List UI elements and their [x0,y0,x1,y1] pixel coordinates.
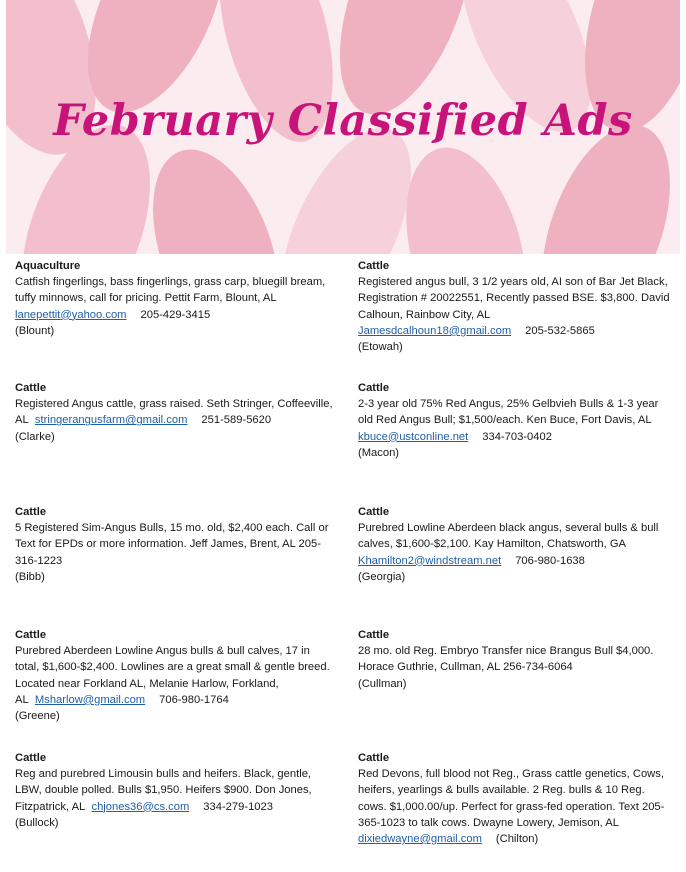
classified-ad-aquaculture [15,258,333,339]
ad-email-link[interactable]: chjones36@cs.com [91,800,190,813]
classified-ad-cattle [358,380,670,461]
ad-heading: Cattle [15,752,47,764]
ad-body: Catfish fingerlings, bass fingerlings, grass carp, bluegill bream, tuffy minnows, call for pricing. Pettit Farm, Blount, AL [15,276,326,305]
ad-email-link[interactable]: stringerangusfarm@gmail.com [34,414,188,427]
ad-heading: Cattle [358,382,390,394]
classified-ad-cattle [358,750,670,847]
ad-phone: 334-703-0402 [482,430,552,443]
classified-ad-cattle [15,627,333,724]
ad-body: Purebred Lowline Aberdeen black angus, several bulls & bull calves, $1,600-$2,100. Kay Hamilton, Chatsworth, GA [358,522,659,551]
ad-county: (Cullman) [358,677,407,690]
header-banner [6,0,680,254]
ad-county: (Blount) [15,324,55,337]
ad-email-link[interactable]: kbuce@ustconline.net [358,430,469,443]
ad-heading: Cattle [358,260,390,272]
ad-body: 28 mo. old Reg. Embryo Transfer nice Brangus Bull $4,000. Horace Guthrie, Cullman, AL 256-734-6064 [358,645,654,674]
ad-phone: 706-980-1638 [515,554,585,567]
classified-ad-cattle [15,504,333,585]
ad-county: (Macon) [358,446,400,459]
ad-body: 2-3 year old 75% Red Angus, 25% Gelbvieh Bulls & 1-3 year old Red Angus Bull; $1,500/each. Ken Buce, Fort Davis, AL [358,398,659,427]
ad-heading: Cattle [15,506,47,518]
ad-county: (Etowah) [358,341,403,354]
ad-heading: Cattle [358,752,390,764]
page-title: February Classified Ads [53,96,633,146]
classified-ad-cattle [358,258,670,355]
ad-email-link[interactable]: Msharlow@gmail.com [34,693,146,706]
ad-phone: 205-532-5865 [525,324,595,337]
classified-ad-cattle [358,504,670,585]
ad-phone: 334-279-1023 [203,800,273,813]
ad-body: Purebred Aberdeen Lowline Angus bulls & bull calves, 17 in total, $1,600-$2,400. Lowlines are a great small & gentle breed. Located near Forkland AL, Melanie Harlow, Forkland, AL [15,645,330,706]
ad-body: 5 Registered Sim-Angus Bulls, 15 mo. old, $2,400 each. Call or Text for EPDs or more information. Jeff James, Brent, AL 205-316-1223 [15,522,329,567]
ad-county: (Greene) [15,710,60,723]
ad-county: (Georgia) [358,570,406,583]
ad-county: (Chilton) [495,833,539,846]
ad-heading: Aquaculture [15,260,81,272]
ad-heading: Cattle [358,506,390,518]
ad-county: (Clarke) [15,430,55,443]
ad-phone: 251-589-5620 [201,414,272,427]
ad-phone: 205-429-3415 [140,308,211,321]
classified-ad-cattle [358,627,670,692]
ad-county: (Bullock) [15,816,59,829]
ad-heading: Cattle [15,382,47,394]
ad-body: Registered Angus cattle, grass raised. Seth Stringer, Coffeeville, AL [15,398,333,427]
ad-email-link[interactable]: Jamesdcalhoun18@gmail.com [358,324,512,337]
ad-body: Reg and purebred Limousin bulls and heifers. Black, gentle, LBW, double polled. Bulls $1,950. Heifers $900. Don Jones, Fitzpatrick, AL [15,768,312,813]
ad-email-link[interactable]: dixiedwayne@gmail.com [358,833,482,846]
ad-email-link[interactable]: lanepettit@yahoo.com [15,308,127,321]
classified-ad-cattle [15,750,333,831]
ad-body: Red Devons, full blood not Reg., Grass cattle genetics, Cows, heifers, yearlings & bulls available. 2 Reg. bulls & 10 Reg. cows. $1,000.00/up. Perfect for grass-fed operation. Text 205-365-1023 to talk cows. Dwayne Lowery, Jemison, AL [358,768,665,829]
ad-heading: Cattle [15,629,47,641]
ad-county: (Bibb) [15,570,45,583]
ad-body: Registered angus bull, 3 1/2 years old, AI son of Bar Jet Black, Registration # 20022551, Recently passed BSE. $3,800. David Calhoun, Rainbow City, AL [358,276,670,321]
ad-phone: 706-980-1764 [159,693,229,706]
classified-ad-cattle [15,380,333,445]
ad-heading: Cattle [358,629,390,641]
ad-email-link[interactable]: Khamilton2@windstream.net [358,554,502,567]
